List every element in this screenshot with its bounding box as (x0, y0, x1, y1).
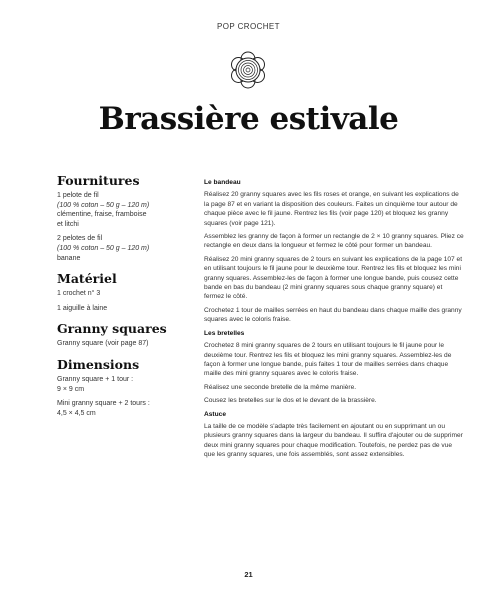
bretelles-heading: Les bretelles (204, 329, 245, 337)
dimensions-item-2: Mini granny square + 2 tours : 4,5 × 4,5 cm (57, 400, 150, 417)
materiel-heading: Matériel (57, 271, 117, 287)
bandeau-paragraph-4: Crochetez 1 tour de mailles serrées en haut du bandeau dans chaque maille des granny squares avec le coloris fraise. (204, 306, 462, 324)
bandeau-paragraph-3: Réalisez 20 mini granny squares de 2 tours en suivant les explications de la page 107 et en utilisant toujours le fil jaune pour le deuxième tour. Rentrez les fils et bloquez les mini granny squares. Assemblez-les de façon à former une longue bande, puis cousez cette bande en bas du bandeau (2 mini granny squares sous chaque granny square) et fermez le côté. (204, 255, 463, 301)
bretelles-paragraph-3: Cousez les bretelles sur le dos et le devant de la brassière. (204, 397, 377, 405)
granny-text: Granny square (voir page 87) (57, 340, 149, 348)
bretelles-paragraph-2: Réalisez une seconde bretelle de la même manière. (204, 383, 357, 391)
astuce-heading: Astuce (204, 410, 226, 418)
crochet-flower-icon (226, 48, 270, 92)
page-title: Brassière estivale (98, 101, 399, 137)
bandeau-paragraph-1: Réalisez 20 granny squares avec les fils roses et orange, en suivant les explications de la page 87 et en variant la disposition des couleurs. Faites un cinquième tour autour de chaque pièce avec le fil jaune. Rentrez les fils (voir page 120) et bloquez les granny squares (voir page 121). (204, 191, 459, 227)
granny-heading: Granny squares (57, 321, 167, 337)
instructions-column (204, 178, 464, 464)
page-number: 21 (244, 570, 253, 579)
running-header: POP CROCHET (217, 22, 280, 31)
materiel-item-2: 1 aiguille à laine (57, 304, 108, 312)
materiel-item-1: 1 crochet n° 3 (57, 290, 101, 298)
astuce-paragraph: La taille de ce modèle s'adapte très facilement en ajoutant ou en supprimant un ou plusieurs granny squares dans la largeur du bandeau. Il suffira d'ajouter ou de supprimer deux mini granny squares pour chaque modification. Toutefois, ne perdez pas de vue que les granny squares, une fois assemblés, sont assez extensibles. (204, 422, 463, 459)
fournitures-item-2: 2 pelotes de fil (100 % coton – 50 g – 120 m) banane (57, 235, 150, 262)
supplies-column (57, 174, 192, 418)
bretelles-paragraph-1: Crochetez 8 mini granny squares de 2 tours en utilisant toujours le fil jaune pour le deuxième tour. Rentrez les fils et bloquez les mini granny squares. Assemblez-les de façon à former une longue bande, puis faites 1 tour de mailles serrées dans chaque maille des mini granny squares avec le coloris fraise. (204, 342, 452, 378)
bandeau-heading: Le bandeau (204, 179, 241, 186)
dimensions-heading: Dimensions (57, 356, 140, 372)
dimensions-item-1: Granny square + 1 tour : 9 × 9 cm (57, 375, 134, 393)
fournitures-heading: Fournitures (57, 173, 140, 188)
fournitures-item-1: 1 pelote de fil (100 % coton – 50 g – 120 m) clémentine, fraise, framboise et litchi (57, 192, 150, 228)
bandeau-paragraph-2: Assemblez les granny de façon à former un rectangle de 2 × 10 granny squares. Pliez ce rectangle en deux dans la longueur et fermez le côté pour former un bandeau. (204, 233, 464, 250)
